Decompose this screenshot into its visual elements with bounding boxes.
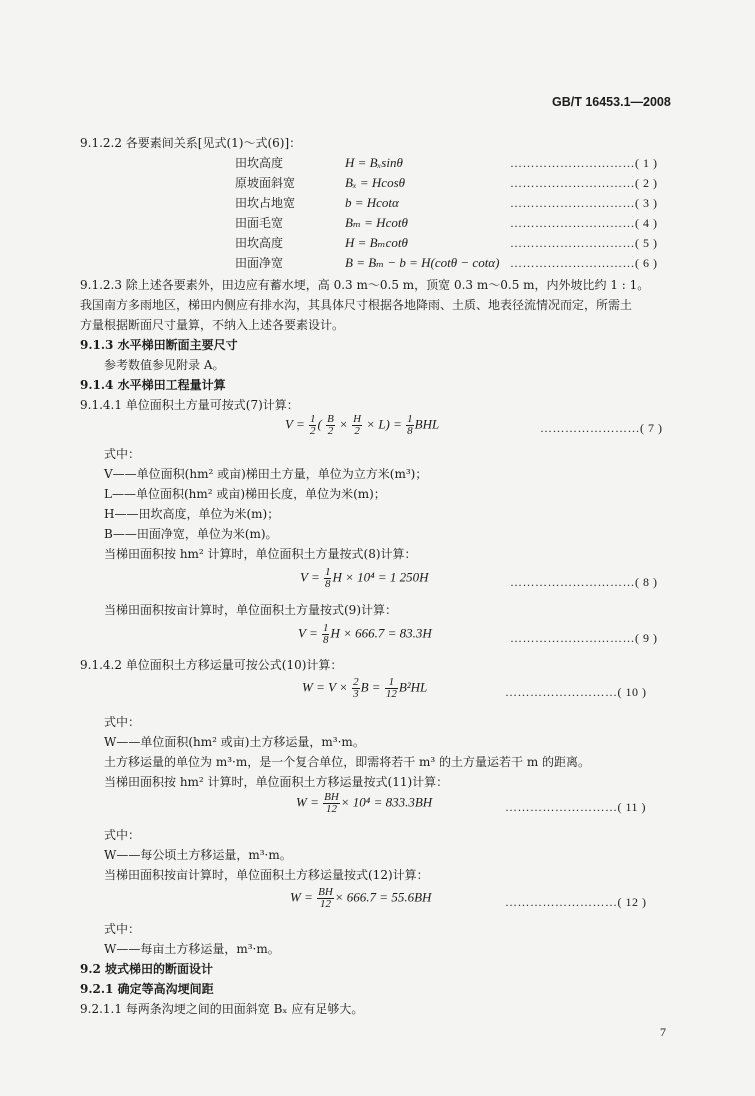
relation-equation: H = Bₓsinθ <box>345 155 403 170</box>
equation-12: W = $\frac{BH}{12}$ × 666.7 = 55.6BH <box>290 886 432 910</box>
equation-number: ………………………( 11 ) <box>505 800 647 814</box>
equation-number: …………………………( 5 ) <box>510 236 658 250</box>
relation-equation: B = Bₘ − b = H(cotθ − cotα) <box>345 255 500 270</box>
equation-number: …………………………( 8 ) <box>510 575 658 589</box>
section-9-1-3-heading: 9.1.3 水平梯田断面主要尺寸 <box>80 338 238 352</box>
relation-equation: Bₓ = Hcosθ <box>345 175 406 190</box>
where-title: 式中： <box>104 447 141 461</box>
equation-8-rhs: H × 10⁴ = 1 250H <box>332 569 429 585</box>
variable-definition: W——每亩土方移运量，m³·m。 <box>104 942 280 956</box>
where-title: 式中： <box>104 828 141 842</box>
note-eq8: 当梯田面积按 hm² 计算时，单位面积土方量按式(8)计算： <box>104 547 417 561</box>
relation-name: 原坡面斜宽 <box>235 176 296 190</box>
section-9-1-3-text: 参考数值参见附录 A。 <box>104 358 225 372</box>
relation-name: 田坎高度 <box>235 156 284 170</box>
relation-name: 田坎高度 <box>235 236 284 250</box>
page-number: 7 <box>660 1025 666 1039</box>
equation-number: …………………………( 6 ) <box>510 256 658 270</box>
equation-9: V = $\frac{1}{8}$ H × 666.7 = 83.3H <box>298 622 432 646</box>
relation-equation: b = Hcotα <box>345 195 399 210</box>
standard-number: GB/T 16453.1—2008 <box>552 95 671 109</box>
equation-number: …………………………( 4 ) <box>510 216 658 230</box>
unit-note: 土方移运量的单位为 m³·m，是一个复合单位，即需将若干 m³ 的土方量运若干 m 的距离。 <box>104 755 591 769</box>
equation-10: W = V × $\frac{2}{3}$ B = $\frac{1}{12}$ B²HL <box>302 676 428 700</box>
variable-definition: H——田坎高度，单位为米(m)； <box>104 507 280 521</box>
equation-number: ………………………( 12 ) <box>505 895 647 909</box>
clause-9-1-4-1-intro: 9.1.4.1 单位面积土方量可按式(7)计算： <box>80 398 299 412</box>
variable-definition: L——单位面积(hm² 或亩)梯田长度，单位为米(m)； <box>104 487 386 501</box>
relation-name: 田坎占地宽 <box>235 196 296 210</box>
equation-number: …………………………( 3 ) <box>510 196 658 210</box>
note-eq9: 当梯田面积按亩计算时，单位面积土方量按式(9)计算： <box>104 603 398 617</box>
clause-9-1-2-3-line: 9.1.2.3 除上述各要素外，田边应有蓄水埂，高 0.3 m～0.5 m，顶宽 0.3 m～0.5 m，内外坡比约 1 : 1。 <box>80 278 650 292</box>
equation-11-rhs: × 10⁴ = 833.3BH <box>340 794 433 810</box>
equation-7: V = $\frac{1}{2}$ ( $\frac{B}{2}$ × $\frac{H}{2}$ × L) = $\frac{1}{8}$ BHL <box>285 413 440 437</box>
relation-name: 田面净宽 <box>235 256 284 270</box>
variable-definition: W——每公顷土方移运量，m³·m。 <box>104 848 292 862</box>
variable-definition: W——单位面积(hm² 或亩)土方移运量，m³·m。 <box>104 735 365 749</box>
clause-9-1-2-3-line: 我国南方多雨地区，梯田内侧应有排水沟，其具体尺寸根据各地降雨、土质、地表径流情况而定，所需土 <box>80 298 633 312</box>
clause-9-1-2-2-heading: 9.1.2.2 各要素间关系[见式(1)～式(6)]： <box>80 136 302 150</box>
section-9-2-heading: 9.2 坡式梯田的断面设计 <box>80 962 214 976</box>
equation-11: W = $\frac{BH}{12}$ × 10⁴ = 833.3BH <box>296 791 433 815</box>
where-title: 式中： <box>104 715 141 729</box>
equation-12-rhs: × 666.7 = 55.6BH <box>334 889 432 905</box>
note-eq12: 当梯田面积按亩计算时，单位面积土方移运量按式(12)计算： <box>104 868 429 882</box>
equation-number: …………………………( 2 ) <box>510 176 658 190</box>
where-title: 式中： <box>104 922 141 936</box>
section-9-1-4-heading: 9.1.4 水平梯田工程量计算 <box>80 378 226 392</box>
equation-number: ……………………( 7 ) <box>540 421 663 435</box>
relation-equation: H = Bₘcotθ <box>345 235 408 250</box>
equation-8: V = $\frac{1}{8}$ H × 10⁴ = 1 250H <box>300 566 429 590</box>
equation-number: ………………………( 10 ) <box>505 685 647 699</box>
relation-name: 田面毛宽 <box>235 216 284 230</box>
variable-definition: B——田面净宽，单位为米(m)。 <box>104 527 278 541</box>
clause-9-2-1-1: 9.2.1.1 每两条沟埂之间的田面斜宽 Bₓ 应有足够大。 <box>80 1002 364 1016</box>
clause-9-1-2-3-line: 方量根据断面尺寸量算，不纳入上述各要素设计。 <box>80 318 345 332</box>
note-eq11: 当梯田面积按 hm² 计算时，单位面积土方移运量按式(11)计算： <box>104 775 449 789</box>
equation-number: …………………………( 1 ) <box>510 156 658 170</box>
section-9-2-1-heading: 9.2.1 确定等高沟埂间距 <box>80 982 214 996</box>
relation-equation: Bₘ = Hcotθ <box>345 215 408 230</box>
equation-9-rhs: H × 666.7 = 83.3H <box>330 625 432 641</box>
equation-number: …………………………( 9 ) <box>510 631 658 645</box>
variable-definition: V——单位面积(hm² 或亩)梯田土方量，单位为立方米(m³)； <box>104 467 428 481</box>
clause-9-1-4-2-intro: 9.1.4.2 单位面积土方移运量可按公式(10)计算： <box>80 658 343 672</box>
